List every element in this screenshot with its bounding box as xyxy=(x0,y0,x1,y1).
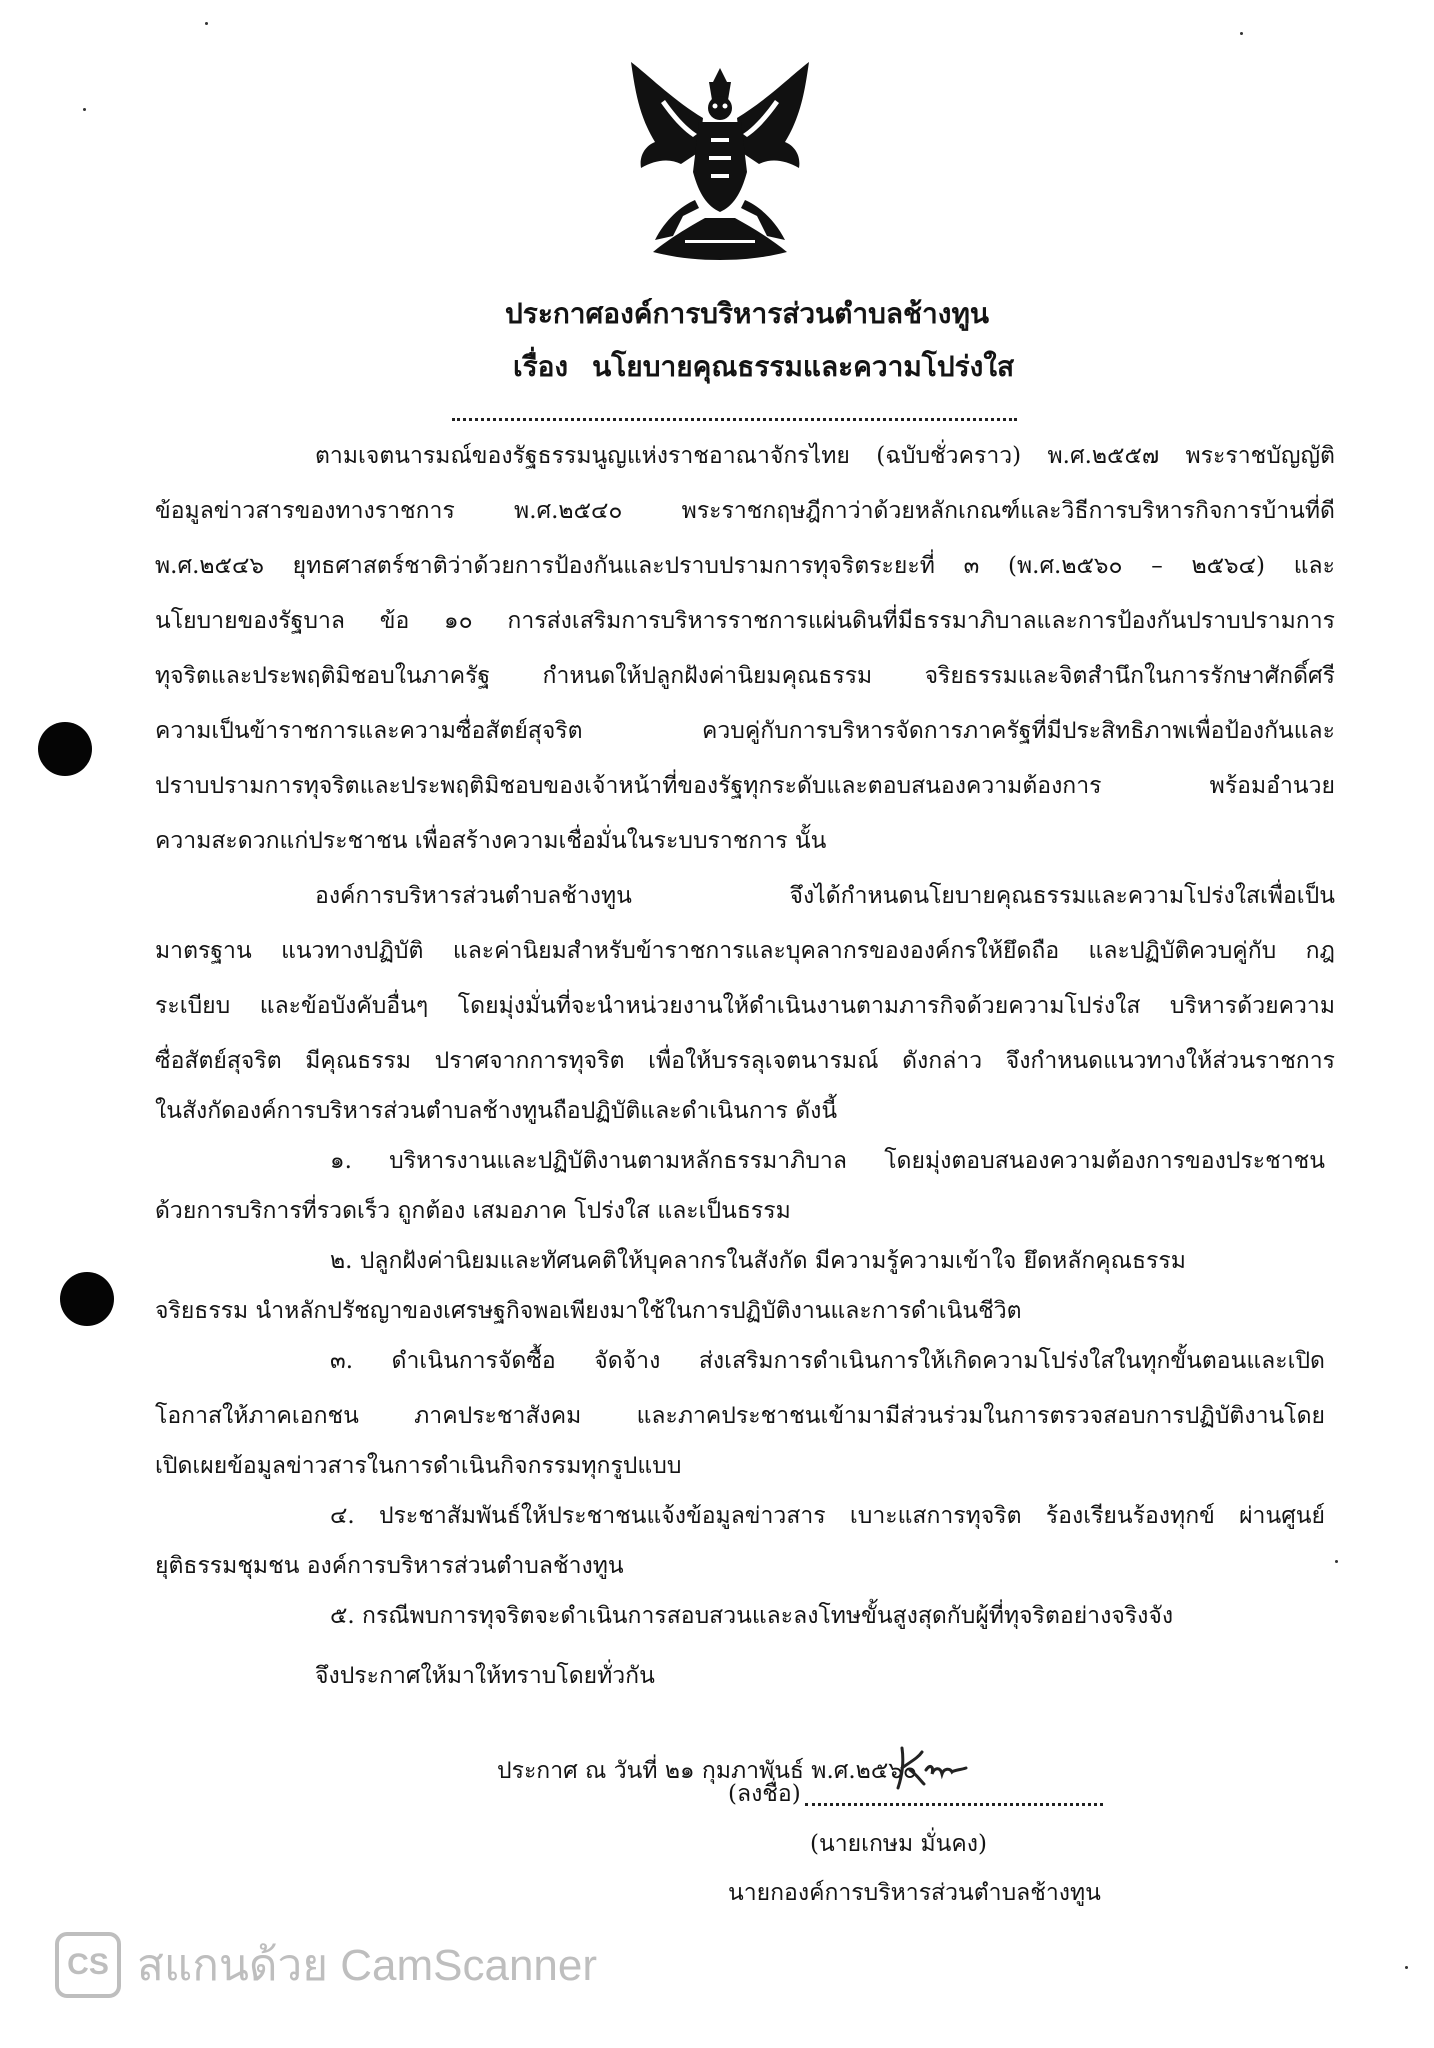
announcement-date: ประกาศ ณ วันที่ ๒๑ กุมภาพันธ์ พ.ศ.๒๕๖๐ xyxy=(497,1758,917,1784)
policy-item: ๒. ปลูกฝังค่านิยมและทัศนคติให้บุคลากรในสังกัด มีความรู้ความเข้าใจ ยึดหลักคุณธรรม xyxy=(330,1248,1186,1274)
para2-line: ระเบียบ และข้อบังคับอื่นๆ โดยมุ่งมั่นที่จะนำหน่วยงานให้ดำเนินงานตามภารกิจด้วยความโปร่งใส บริหารด้วยความ xyxy=(155,993,1335,1019)
binder-hole xyxy=(60,1272,114,1326)
para1-line: ทุจริตและประพฤติมิชอบในภาครัฐ กำหนดให้ปลูกฝังค่านิยมคุณธรรม จริยธรรมและจิตสำนึกในการรักษาศักดิ์ศรี xyxy=(155,663,1335,689)
policy-item: ๔. ประชาสัมพันธ์ให้ประชาชนแจ้งข้อมูลข่าวสาร เบาะแสการทุจริต ร้องเรียนร้องทุกข์ ผ่านศูนย์ xyxy=(330,1503,1325,1529)
closing-sentence: จึงประกาศให้มาให้ทราบโดยทั่วกัน xyxy=(315,1663,655,1689)
scan-speck xyxy=(205,22,208,25)
para2-line: มาตรฐาน แนวทางปฏิบัติ และค่านิยมสำหรับข้าราชการและบุคลากรขององค์กรให้ยึดถือ และปฏิบัติควบคู่กับ กฎ xyxy=(155,938,1335,964)
policy-item: ๕. กรณีพบการทุจริตจะดำเนินการสอบสวนและลงโทษขั้นสูงสุดกับผู้ที่ทุจริตอย่างจริงจัง xyxy=(330,1603,1174,1629)
para1-line: ความเป็นข้าราชการและความซื่อสัตย์สุจริต ควบคู่กับการบริหารจัดการภาครัฐที่มีประสิทธิภาพเพื่อป้องกันและ xyxy=(155,718,1335,744)
para1-line: พ.ศ.๒๕๔๖ ยุทธศาสตร์ชาติว่าด้วยการป้องกันและปราบปรามการทุจริตระยะที่ ๓ (พ.ศ.๒๕๖๐ – ๒๕๖๔) และ xyxy=(155,553,1335,579)
policy-item: ๓. ดำเนินการจัดซื้อ จัดจ้าง ส่งเสริมการดำเนินการให้เกิดความโปร่งใสในทุกขั้นตอนและเปิด xyxy=(330,1348,1325,1374)
para1-line: ข้อมูลข่าวสารของทางราชการ พ.ศ.๒๕๔๐ พระราชกฤษฎีกาว่าด้วยหลักเกณฑ์และวิธีการบริหารกิจการบ้านที่ดี xyxy=(155,498,1335,524)
handwritten-signature-icon xyxy=(890,1740,970,1800)
para2-line: ในสังกัดองค์การบริหารส่วนตำบลช้างทูนถือปฏิบัติและดำเนินการ ดังนี้ xyxy=(155,1098,838,1124)
policy-item: ๑. บริหารงานและปฏิบัติงานตามหลักธรรมาภิบาล โดยมุ่งตอบสนองความต้องการของประชาชน xyxy=(330,1148,1325,1174)
para1-line: ตามเจตนารมณ์ของรัฐธรรมนูญแห่งราชอาณาจักรไทย (ฉบับชั่วคราว) พ.ศ.๒๕๕๗ พระราชบัญญัติ xyxy=(315,443,1335,469)
scan-speck xyxy=(83,108,86,111)
policy-item: โอกาสให้ภาคเอกชน ภาคประชาสังคม และภาคประชาชนเข้ามามีส่วนร่วมในการตรวจสอบการปฏิบัติงานโดย xyxy=(155,1403,1325,1429)
signature-dotted-line xyxy=(805,1803,1103,1806)
policy-item: จริยธรรม นำหลักปรัชญาของเศรษฐกิจพอเพียงมาใช้ในการปฏิบัติงานและการดำเนินชีวิต xyxy=(155,1298,1022,1324)
subject-label: เรื่อง xyxy=(513,350,569,383)
camscanner-watermark xyxy=(55,1930,597,2000)
sign-label: (ลงชื่อ) xyxy=(728,1781,801,1807)
camscanner-logo-icon: CS xyxy=(55,1932,121,1998)
scan-speck xyxy=(1240,32,1243,35)
announcement-title: ประกาศองค์การบริหารส่วนตำบลช้างทูน xyxy=(505,297,990,330)
signer-name: (นายเกษม มั่นคง) xyxy=(810,1831,987,1857)
para1-line: ความสะดวกแก่ประชาชน เพื่อสร้างความเชื่อมั่นในระบบราชการ นั้น xyxy=(155,828,827,854)
para1-line: นโยบายของรัฐบาล ข้อ ๑๐ การส่งเสริมการบริหารราชการแผ่นดินที่มีธรรมาภิบาลและการป้องกันปราบปรามการ xyxy=(155,608,1335,634)
subject-text: นโยบายคุณธรรมและความโปร่งใส xyxy=(592,350,1015,383)
para1-line: ปราบปรามการทุจริตและประพฤติมิชอบของเจ้าหน้าที่ของรัฐทุกระดับและตอบสนองความต้องการ พร้อมอำนวย xyxy=(155,773,1335,799)
para2-line: ซื่อสัตย์สุจริต มีคุณธรรม ปราศจากการทุจริต เพื่อให้บรรลุเจตนารมณ์ ดังกล่าว จึงกำหนดแนวทางให้ส่วนราชการ xyxy=(155,1048,1335,1074)
para2-line: องค์การบริหารส่วนตำบลช้างทูน จึงได้กำหนดนโยบายคุณธรรมและความโปร่งใสเพื่อเป็น xyxy=(315,883,1335,909)
policy-item: ด้วยการบริการที่รวดเร็ว ถูกต้อง เสมอภาค โปร่งใส และเป็นธรรม xyxy=(155,1198,791,1224)
garuda-emblem-icon xyxy=(625,60,815,265)
scan-speck xyxy=(1405,1966,1408,1969)
binder-hole xyxy=(38,722,92,776)
title-divider xyxy=(452,418,1017,421)
signer-position: นายกองค์การบริหารส่วนตำบลช้างทูน xyxy=(728,1880,1101,1906)
camscanner-text: สแกนด้วย CamScanner xyxy=(137,1941,598,1990)
subject-line xyxy=(513,345,1014,389)
policy-item: เปิดเผยข้อมูลข่าวสารในการดำเนินกิจกรรมทุกรูปแบบ xyxy=(155,1453,682,1479)
policy-item: ยุติธรรมชุมชน องค์การบริหารส่วนตำบลช้างทูน xyxy=(155,1553,624,1579)
scan-speck xyxy=(1335,1560,1338,1563)
